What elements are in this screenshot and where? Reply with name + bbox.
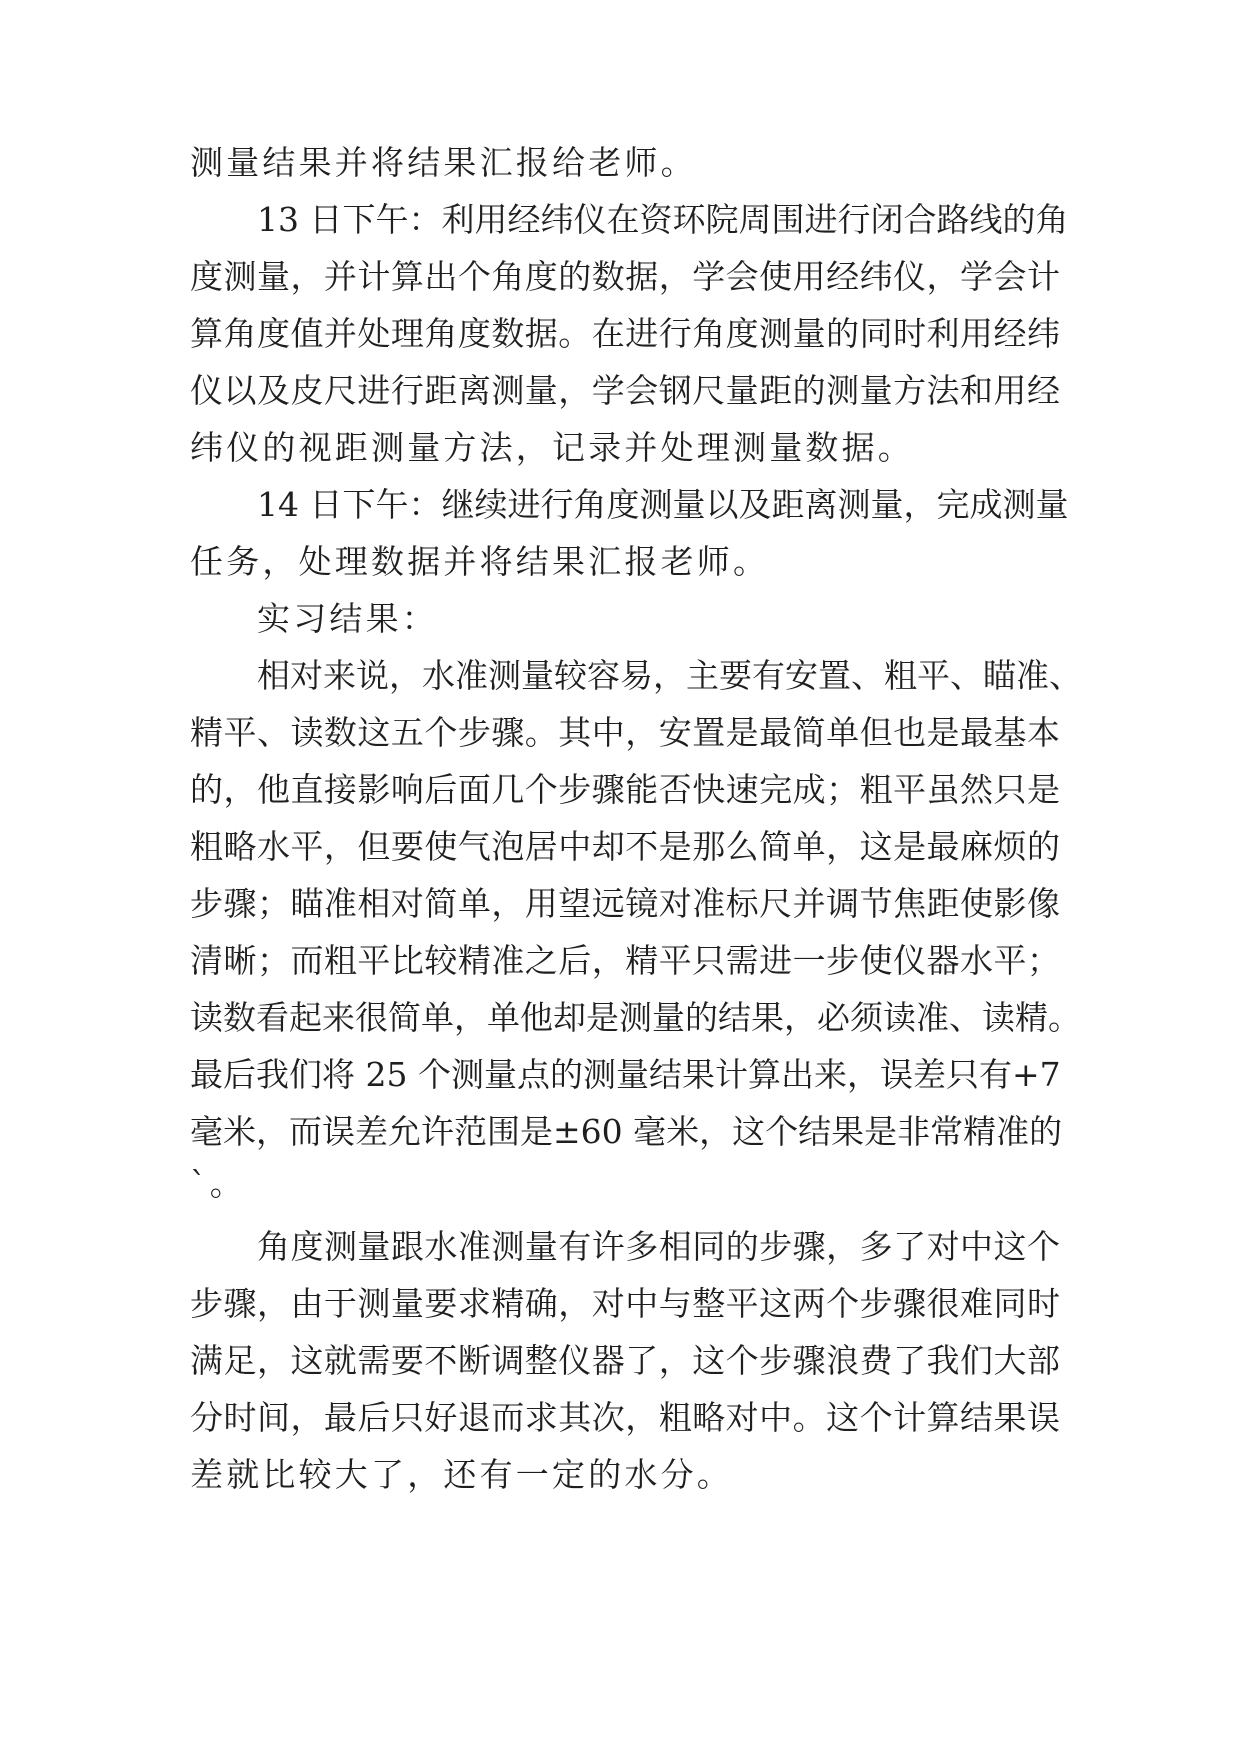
text-line: 步骤，由于测量要求精确，对中与整平这两个步骤很难同时 xyxy=(190,1284,1060,1323)
text-line: 算角度值并处理角度数据。在进行角度测量的同时利用经纬 xyxy=(190,314,1060,353)
text-line: `。 xyxy=(190,1164,246,1203)
text-line: 读数看起来很简单，单他却是测量的结果，必须读准、读精。 xyxy=(190,998,1081,1037)
text-line: 步骤；瞄准相对简单，用望远镜对准标尺并调节焦距使影像 xyxy=(190,884,1060,923)
text-line: 精平、读数这五个步骤。其中，安置是最简单但也是最基本 xyxy=(190,713,1060,752)
text-line: 差就比较大了，还有一定的水分。 xyxy=(190,1455,733,1494)
text-line: 测量结果并将结果汇报给老师。 xyxy=(190,143,697,182)
text-line: 纬仪的视距测量方法，记录并处理测量数据。 xyxy=(190,428,914,467)
text-line: 13 日下午：利用经纬仪在资环院周围进行闭合路线的角 xyxy=(257,200,1069,239)
text-line: 清晰；而粗平比较精准之后，精平只需进一步使仪器水平； xyxy=(190,941,1060,980)
text-line: 分时间，最后只好退而求其次，粗略对中。这个计算结果误 xyxy=(190,1398,1060,1437)
text-line: 满足，这就需要不断调整仪器了，这个步骤浪费了我们大部 xyxy=(190,1341,1060,1380)
text-line: 的，他直接影响后面几个步骤能否快速完成；粗平虽然只是 xyxy=(190,770,1060,809)
text-line: 角度测量跟水准测量有许多相同的步骤，多了对中这个 xyxy=(257,1227,1060,1266)
text-line: 毫米，而误差允许范围是±60 毫米，这个结果是非常精准的 xyxy=(190,1112,1063,1151)
text-line: 14 日下午：继续进行角度测量以及距离测量，完成测量 xyxy=(257,485,1069,524)
text-line: 最后我们将 25 个测量点的测量结果计算出来，误差只有+7 xyxy=(190,1055,1061,1094)
text-line: 任务，处理数据并将结果汇报老师。 xyxy=(190,542,770,581)
text-line: 度测量，并计算出个角度的数据，学会使用经纬仪，学会计 xyxy=(190,257,1060,296)
section-heading: 实习结果： xyxy=(257,599,438,638)
text-line: 粗略水平，但要使气泡居中却不是那么简单，这是最麻烦的 xyxy=(190,827,1060,866)
text-line: 仪以及皮尺进行距离测量，学会钢尺量距的测量方法和用经 xyxy=(190,371,1060,410)
text-line: 相对来说，水准测量较容易，主要有安置、粗平、瞄准、 xyxy=(257,656,1082,695)
